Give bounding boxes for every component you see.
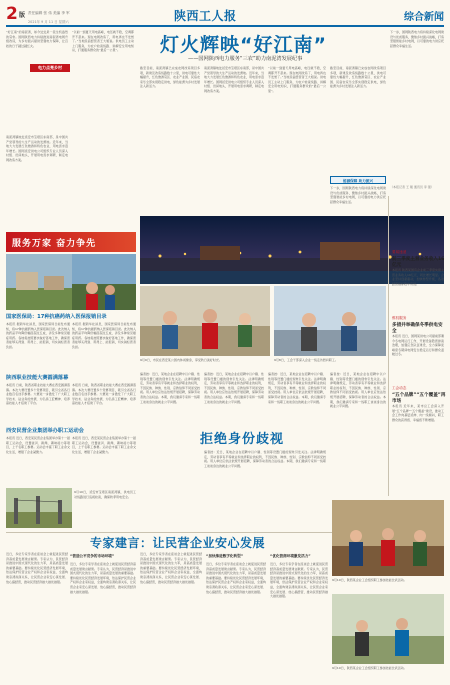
lead-body-col-g: 下一步，国网陕西电力将持续深化电网建设与优质服务，聚焦乡村振兴战略，打造坚强智能乡村电网，以可靠的电力供应托起群众幸福生活。 — [330, 186, 386, 204]
brief-body-3: 本报讯 近年来，某市总工会深入开展“五个品牌”“五个覆盖”建设，推动工会工作向基层延伸、向一线倾斜，职工群众的获得感、幸福感不断增强。 — [392, 404, 444, 422]
news-body-2b: 本报讯 日前，陕西省职业技能大赛在西安圆满落幕。本次大赛设置多个竞赛项目，吸引全省各行业数百名选手参赛。大赛进一步激发了广大职工学技术、钻业务的热情，为弘扬工匠精神、培养高技能人才搭建了平台。 — [72, 383, 136, 406]
lead-headline: 灯火辉映“好江南” — [160, 34, 327, 56]
lead-credit: （本报记者 王 刚 通讯员 李 强） — [390, 185, 434, 189]
bottom-right-photo-2 — [332, 594, 444, 664]
left-photo-2 — [72, 254, 136, 310]
lead-body-col-c: 截至目前，南泥湾镇已完成农网改造项目多项，新建及改造线路数十公里，供电可靠性大幅提升，红色旅游景区、农业产业园、民宿农家乐全部实现稳定供电，绿色能源为乡村发展注入新活力。 — [140, 66, 200, 89]
brief-body-1: 本报讯 陕西某国有企业前三季度实现主营业务收入16亿元，同比增长明显。企业坚持创新驱动，加快转型升级，各项经营指标稳中有进。 — [392, 268, 444, 286]
bottom-sub-1: “营造公平竞争的市场环境” — [70, 554, 115, 558]
mid-left-photo-graphic — [6, 488, 72, 528]
center-photo-graphic — [140, 286, 270, 356]
section-title: 综合新闻 — [404, 12, 444, 23]
center-photo — [140, 286, 270, 356]
news-body-1b: 本报讯 据新华社消息，国家医保局日前发布通知，将17种抗癌药纳入医保报销目录。此次纳入的药品平均降价幅度超过五成，涉及多种常见癌症用药。各地将按照要求做好落地工作，确保患者能够买得到、用得上、能报销，切实减轻患者负担。 — [72, 322, 136, 349]
lead-body-col-e: “以前一到夏天用电高峰，电压就不稳，空调都开不起来。现在电网改造了，用电再也不发愁了。”当地民宿经营者王大姐说。供电员工主动上门服务，为农户检查线路、讲解安全用电知识，打通服务群众的“最后一公里”。 — [268, 66, 326, 93]
lead-body-col-f: 截至目前，南泥湾镇已完成农网改造项目多项，新建及改造线路数十公里，供电可靠性大幅提升，红色旅游景区、农业产业园、民宿农家乐全部实现稳定供电，绿色能源为乡村发展注入新活力。 — [330, 66, 386, 89]
lead-subhead: ——国网陕西电力服务“三农”助力南泥湾发展纪事 — [188, 56, 303, 62]
news-body-3b: 本报讯 近日，西安某民营企业集团举办第十一届职工运动会，设置拔河、跳绳、趣味接力等项目，上千名职工参赛。运动会丰富了职工业余文化生活，增强了企业凝聚力。 — [72, 436, 136, 454]
lead-intro-text: “好江南”的南泥湾，如今处处是一派生机盎然的景象。国网陕西电力持续推进南泥湾电网升级改造，为乡村振兴提供坚强电力保障，让百姓的日子越过越红火。 — [6, 30, 68, 48]
bottom-body-c: 近日，多位专家学者在座谈会上就促进民营经济高质量发展建言献策。专家认为，民营经济是推进中国式现代化的生力军，是高质量发展的重要基础。要持续优化民营经济发展环境，依法保护民营企业产权和企业家权益，全面构建亲清政商关系，让民营企业家安心谋发展、放心搞经营，推动民营经济做大做优做强。 — [140, 552, 202, 584]
brief-headline-2: 多措并举确保冬季供电安全 — [392, 323, 443, 334]
lead-body-col-a: 南泥湾镇地处延安市宝塔区东南部，是中国共产党领导的大生产运动的发源地。近年来，当地大力发展红色旅游和特色农业，用电需求逐年增长。国网延安供电公司组织专业人员深入村组、田间地头，开展用电需求调研，制定电网改造方案。 — [6, 135, 68, 162]
news-body-1a: 本报讯 据新华社消息，国家医保局日前发布通知，将17种抗癌药纳入医保报销目录。此次纳入的药品平均降价幅度超过五成，涉及多种常见癌症用药。各地将按照要求做好落地工作，确保患者能够买得到、用得上、能报销，切实减轻患者负担。 — [6, 322, 70, 349]
brief-body-2: 本报讯 近日，国网某供电公司提前部署今冬电网运行工作，开展设备隐患排查治理，加强应急队伍建设，全力保障迎峰度冬期间电网安全稳定运行和群众温暖过冬。 — [392, 334, 444, 357]
lead-body-col-d: 南泥湾镇地处延安市宝塔区东南部，是中国共产党领导的大生产运动的发源地。近年来，当地大力发展红色旅游和特色农业，用电需求逐年增长。国网延安供电公司组织专业人员深入村组、田间地头，开展用电需求调研，制定电网改造方案。 — [204, 66, 264, 93]
page-number: 2 — [6, 4, 18, 24]
bottom-body-d: 近日，多位专家学者在座谈会上就促进民营经济高质量发展建言献策。专家认为，民营经济是推进中国式现代化的生力军，是高质量发展的重要基础。要持续优化民营经济发展环境，依法保护民营企业产权和企业家权益，全面构建亲清政商关系，让民营企业家安心谋发展、放心搞经营，推动民营经济做大做优做强。 — [206, 562, 266, 594]
service-banner — [6, 232, 136, 252]
feature-body-b: 编者按：近日，某地企业在招聘中以户籍、性别等设置门槛的现象引发关注。法律明确规定，劳动者享有平等就业和选择职业的权利，不因民族、种族、性别、宗教信仰不同而受歧视。用人单位应依法依规开展招聘，保障劳动者的合法权益。本期，我们邀请专家和一线职工谈谈身边的就业公平问题。 — [204, 372, 264, 404]
left-photo-1-graphic — [6, 254, 72, 310]
brief-tag-1: 要闻速递 — [392, 250, 407, 254]
bottom-body-a: 近日，多位专家学者在座谈会上就促进民营经济高质量发展建言献策。专家认为，民营经济是推进中国式现代化的生力军，是高质量发展的重要基础。要持续优化民营经济发展环境，依法保护民营企业产权和企业家权益，全面构建亲清政商关系，让民营企业家安心谋发展、放心搞经营，推动民营经济做大做优做强。 — [6, 552, 68, 584]
bottom-body-e: 近日，多位专家学者在座谈会上就促进民营经济高质量发展建言献策。专家认为，民营经济是推进中国式现代化的生力军，是高质量发展的重要基础。要持续优化民营经济发展环境，依法保护民营企业产权和企业家权益，全面构建亲清政商关系，让民营企业家安心谋发展、放心搞经营，推动民营经济做大做优做强。 — [270, 562, 328, 599]
date-line: 2021年 9 月 11 日 星期六 — [28, 20, 69, 24]
lead-body-col-h: 下一步，国网陕西电力将持续深化电网建设与优质服务，聚焦乡村振兴战略，打造坚强智能乡村电网，以可靠的电力供应托起群众幸福生活。 — [390, 30, 444, 48]
news-headline-2: 陕西职业技能大赛圆满落幕 — [6, 375, 69, 381]
mid-photo-caption: 9月10日，延安市宝塔区南泥湾镇，供电员工对线路进行巡视检查，确保秋季用电安全。 — [74, 490, 136, 499]
bottom-right-photo-2-graphic — [332, 594, 444, 664]
bottom-right-caption-2: 9月10日，陕西某企业工会组织职工参加技能比武活动。 — [332, 666, 407, 670]
feature-body-c: 编者按：近日，某地企业在招聘中以户籍、性别等设置门槛的现象引发关注。法律明确规定，劳动者享有平等就业和选择职业的权利，不因民族、种族、性别、宗教信仰不同而受歧视。用人单位应依法依规开展招聘，保障劳动者的合法权益。本期，我们邀请专家和一线职工谈谈身边的就业公平问题。 — [268, 372, 326, 404]
right-mid-photo — [274, 286, 386, 356]
editor-line: 责任编辑 张 伟 美编 李 军 — [28, 11, 70, 15]
bottom-body-b: 近日，多位专家学者在座谈会上就促进民营经济高质量发展建言献策。专家认为，民营经济是推进中国式现代化的生力军，是高质量发展的重要基础。要持续优化民营经济发展环境，依法保护民营企业产权和企业家权益，全面构建亲清政商关系，让民营企业家安心谋发展、放心搞经营，推动民营经济做大做优做强。 — [70, 562, 136, 594]
page-label: 版 — [19, 12, 26, 19]
bottom-right-photo-graphic — [332, 500, 444, 576]
center-photo-caption: 9月9日，市民在西安某公园内休闲健身，享受秋日美好时光。 — [140, 358, 222, 362]
left-photo-1 — [6, 254, 72, 310]
feature-body-a: 编者按：近日，某地企业在招聘中以户籍、性别等设置门槛的现象引发关注。法律明确规定，劳动者享有平等就业和选择职业的权利，不因民族、种族、性别、宗教信仰不同而受歧视。用人单位应依法依规开展招聘，保障劳动者的合法权益。本期，我们邀请专家和一线职工谈谈身边的就业公平问题。 — [140, 372, 200, 404]
right-mid-photo-graphic — [274, 286, 386, 356]
bottom-sub-2: “加快推进数字化转型” — [206, 554, 244, 558]
right-mid-photo-caption: 9月8日，工会干部深入企业一线走访慰问职工。 — [274, 358, 338, 362]
brief-tag-3: 工会动态 — [392, 386, 407, 390]
bottom-right-photo — [332, 500, 444, 576]
lead-callout: 能源保障 助力振兴 — [330, 176, 386, 184]
masthead-rule — [6, 25, 444, 27]
brief-headline-1: 前三季度主营业务收入16亿元 — [392, 257, 445, 268]
paper-logo: 陕西工人报 — [174, 9, 237, 23]
brief-tag-2: 维权服务 — [392, 316, 407, 320]
news-headline-3: 西安民营企业集团举办职工运动会 — [6, 428, 84, 434]
news-body-3a: 本报讯 近日，西安某民营企业集团举办第十一届职工运动会，设置拔河、跳绳、趣味接力等项目，上千名职工参赛。运动会丰富了职工业余文化生活，增强了企业凝聚力。 — [6, 436, 70, 454]
news-headline-1: 国家医保局：17种抗癌药纳入医保报销目录 — [6, 314, 107, 320]
mid-left-photo — [6, 488, 72, 528]
feature-body-d: 编者按：近日，某地企业在招聘中以户籍、性别等设置门槛的现象引发关注。法律明确规定，劳动者享有平等就业和选择职业的权利，不因民族、种族、性别、宗教信仰不同而受歧视。用人单位应依法依规开展招聘，保障劳动者的合法权益。本期，我们邀请专家和一线职工谈谈身边的就业公平问题。 — [330, 372, 386, 409]
feature-headline: 拒绝身份歧视 — [200, 432, 285, 447]
bottom-headline: 专家建言：让民营企业安心发展 — [90, 536, 266, 550]
masthead — [6, 6, 444, 26]
brief-headline-3: “五个品牌”“五个覆盖”再市场 — [392, 393, 446, 404]
bottom-sub-3: “优化营商环境激发活力” — [270, 554, 311, 558]
bottom-right-caption: 9月10日，陕西某企业工会组织职工参加技能比武活动。 — [332, 578, 407, 582]
feature-body-e: 编者按：近日，某地企业在招聘中以户籍、性别等设置门槛的现象引发关注。法律明确规定，劳动者享有平等就业和选择职业的权利，不因民族、种族、性别、宗教信仰不同而受歧视。用人单位应依法依规开展招聘，保障劳动者的合法权益。本期，我们邀请专家和一线职工谈谈身边的就业公平问题。 — [204, 450, 326, 468]
right-col-divider — [388, 196, 389, 496]
news-body-2a: 本报讯 日前，陕西省职业技能大赛在西安圆满落幕。本次大赛设置多个竞赛项目，吸引全省各行业数百名选手参赛。大赛进一步激发了广大职工学技术、钻业务的热情，为弘扬工匠精神、培养高技能人才搭建了平台。 — [6, 383, 70, 406]
lead-small-banner: 电力点亮乡村 — [30, 64, 70, 72]
left-photo-2-graphic — [72, 254, 136, 310]
service-banner-text: 服务万家 奋力争先 — [12, 239, 97, 249]
lead-body-col-b: “以前一到夏天用电高峰，电压就不稳，空调都开不起来。现在电网改造了，用电再也不发愁了。”当地民宿经营者王大姐说。供电员工主动上门服务，为农户检查线路、讲解安全用电知识，打通服务群众的“最后一公里”。 — [72, 30, 134, 53]
